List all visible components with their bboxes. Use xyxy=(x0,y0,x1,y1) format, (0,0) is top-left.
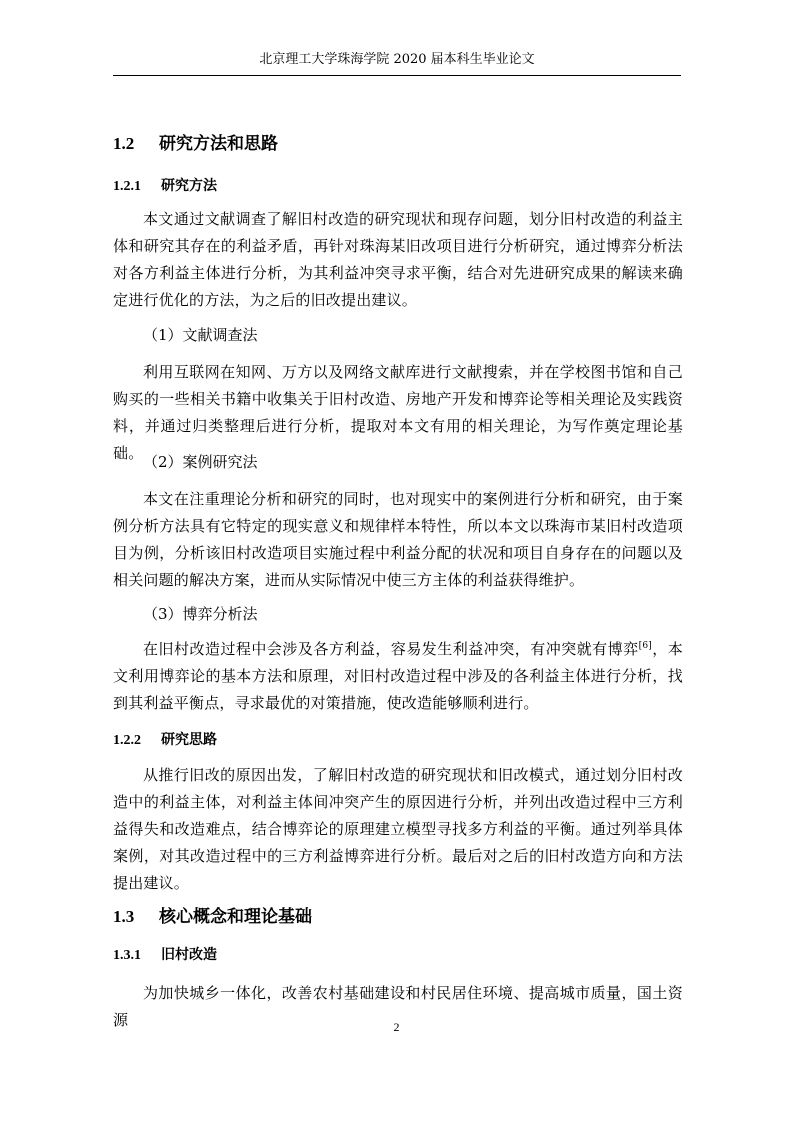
paragraph-game-analysis xyxy=(113,636,683,717)
subsection-heading-1-3-1 xyxy=(113,945,217,966)
list-item-literature-survey: （1）文献调查法 xyxy=(143,326,258,344)
section-number: 1.3 xyxy=(113,907,135,926)
paragraph-text: ，本文利用博弈论的基本方法和原理，对旧村改造过程中涉及的各利益主体进行分析，找到其利益平衡点，寻求最优的对策措施，使改造能够顺利进行。 xyxy=(113,640,683,712)
paragraph-case-study: 本文在注重理论分析和研究的同时，也对现实中的案例进行分析和研究，由于案例分析方法具有它特定的现实意义和规律样本特性，所以本文以珠海市某旧村改造项目为例，分析该旧村改造项目实施过程中利益分配的状况和项目自身存在的问题以及相关问题的解决方案，进而从实际情况中使三方主体的利益获得维护。 xyxy=(113,490,683,589)
subsection-title: 旧村改造 xyxy=(161,947,217,963)
subsection-title: 研究思路 xyxy=(161,732,217,748)
citation-ref: [6] xyxy=(638,641,653,651)
list-item-case-study: （2）案例研究法 xyxy=(143,453,258,471)
paragraph-literature-survey: 利用互联网在知网、万方以及网络文献库进行文献搜索，并在学校图书馆和自己购买的一些相关书籍中收集关于旧村改造、房地产开发和博弈论等相关理论及实践资料，并通过归类整理后进行分析，提取对本文有用的相关理论，为写作奠定理论基础。 xyxy=(113,363,683,462)
subsection-number: 1.2.1 xyxy=(113,179,141,194)
subsection-number: 1.2.2 xyxy=(113,733,141,748)
section-heading-1-3 xyxy=(113,906,312,928)
page-number: 2 xyxy=(393,1020,400,1034)
paragraph-research-approach: 从推行旧改的原因出发，了解旧村改造的研究现状和旧改模式，通过划分旧村改造中的利益主体，对利益主体间冲突产生的原因进行分析，并列出改造过程中三方利益得失和改造难点，结合博弈论的原理建立模型寻找多方利益的平衡。通过列举具体案例，对其改造过程中的三方利益博弈进行分析。最后对之后的旧村改造方向和方法提出建议。 xyxy=(113,766,683,892)
list-item-game-analysis: （3）博弈分析法 xyxy=(143,605,258,623)
subsection-number: 1.3.1 xyxy=(113,948,141,963)
running-header: 北京理工大学珠海学院 2020 届本科生毕业论文 xyxy=(259,52,535,67)
subsection-heading-1-2-2 xyxy=(113,730,217,751)
section-title: 核心概念和理论基础 xyxy=(159,907,312,927)
section-number: 1.2 xyxy=(113,134,135,153)
header-rule xyxy=(113,75,681,76)
subsection-heading-1-2-1 xyxy=(113,176,217,197)
subsection-title: 研究方法 xyxy=(161,178,217,194)
section-title: 研究方法和思路 xyxy=(159,134,278,154)
paragraph-text: 在旧村改造过程中会涉及各方利益，容易发生利益冲突，有冲突就有博弈 xyxy=(143,640,639,658)
paragraph-old-village-renovation: 为加快城乡一体化，改善农村基础建设和村民居住环境、提高城市质量，国土资源 xyxy=(113,984,683,1029)
section-heading-1-2 xyxy=(113,133,278,155)
paragraph-research-methods: 本文通过文献调查了解旧村改造的研究现状和现存问题，划分旧村改造的利益主体和研究其存在的利益矛盾，再针对珠海某旧改项目进行分析研究，通过博弈分析法对各方利益主体进行分析，为其利益冲突寻求平衡，结合对先进研究成果的解读来确定进行优化的方法，为之后的旧改提出建议。 xyxy=(113,210,683,309)
